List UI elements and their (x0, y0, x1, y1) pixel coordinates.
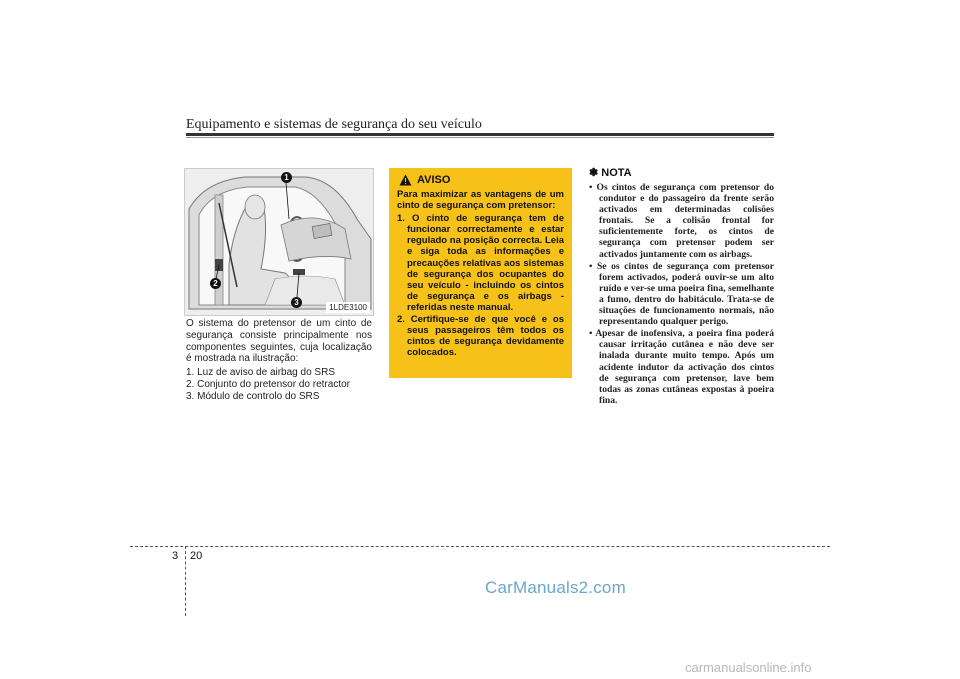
watermark-footer-link[interactable]: carmanualsonline.info (685, 660, 812, 675)
footer-vertical-rule (185, 546, 186, 616)
warning-box (389, 168, 572, 378)
component-item: 1. Luz de aviso de airbag do SRS (186, 367, 335, 379)
note-section (589, 166, 774, 407)
warning-title: AVISO (417, 174, 451, 186)
watermark-link[interactable]: CarManuals2.com (485, 578, 626, 597)
warning-intro: Para maximizar as vantagens de um cinto de segurança com pretensor: (397, 189, 564, 212)
page-number: 20 (190, 550, 203, 562)
section-number: 3 (172, 550, 179, 562)
warning-header (399, 174, 564, 186)
header-rule-thin (186, 137, 774, 138)
note-item: • Os cintos de segurança com pretensor do condutor e do passageiro da frente serão activados em determinadas colisões frontais. Se a colisão frontal for suficientemente forte, os cintos de segurança com pretensor podem ser activados juntamente com os airbags. (589, 182, 774, 260)
callout-3: 3 (291, 297, 302, 308)
warning-item: 1. O cinto de segurança tem de funcionar correctamente e estar regulado na posição correcta. Leia e siga toda as informações e precauções relativas aos sistemas de segurança dos ocupantes do seu veículo - incluindo os cintos de segurança e os airbags - referidas neste manual. (397, 213, 564, 313)
component-item: 2. Conjunto do pretensor do retractor (186, 378, 350, 390)
warning-list (397, 213, 564, 358)
page-header-title: Equipamento e sistemas de segurança do seu veículo (186, 117, 482, 132)
pretensor-intro: O sistema do pretensor de um cinto de segurança consiste principalmente nos componentes seguintes, cuja localização é mostrada na ilustração: (186, 318, 372, 365)
callout-1: 1 (281, 172, 292, 183)
pretensor-description (186, 318, 372, 403)
footer-dashed-rule (130, 546, 830, 547)
callout-2: 2 (210, 278, 221, 289)
warning-item: 2. Certifique-se de que você e os seus passageiros têm todos os cintos de segurança devidamente colocados. (397, 314, 564, 359)
note-item: • Apesar de inofensiva, a poeira fina poderá causar irritação cutânea e não deve ser inalada durante muito tempo. Após um acidente indutor da activação dos cintos de segurança com pretensor, lave bem todas as zonas cutâneas expostas à poeira fina. (589, 328, 774, 406)
figure-code: 1LDE3100 (326, 302, 370, 313)
component-item: 3. Módulo de controlo do SRS (186, 390, 320, 402)
note-title: ✽ NOTA (589, 167, 632, 179)
header-rule (186, 133, 774, 136)
note-item: • Se os cintos de segurança com pretensor forem activados, poderá ouvir-se um alto ruído e ver-se uma poeira fina, semelhante a fumo, dentro do habitáculo. Trata-se de situações de funcionamento normais, não representando qualquer perigo. (589, 260, 774, 328)
car-interior-drawing (185, 169, 373, 315)
component-list (186, 367, 372, 402)
pretensor-illustration (184, 168, 374, 316)
note-list (589, 182, 774, 406)
warning-triangle-icon (399, 174, 412, 186)
